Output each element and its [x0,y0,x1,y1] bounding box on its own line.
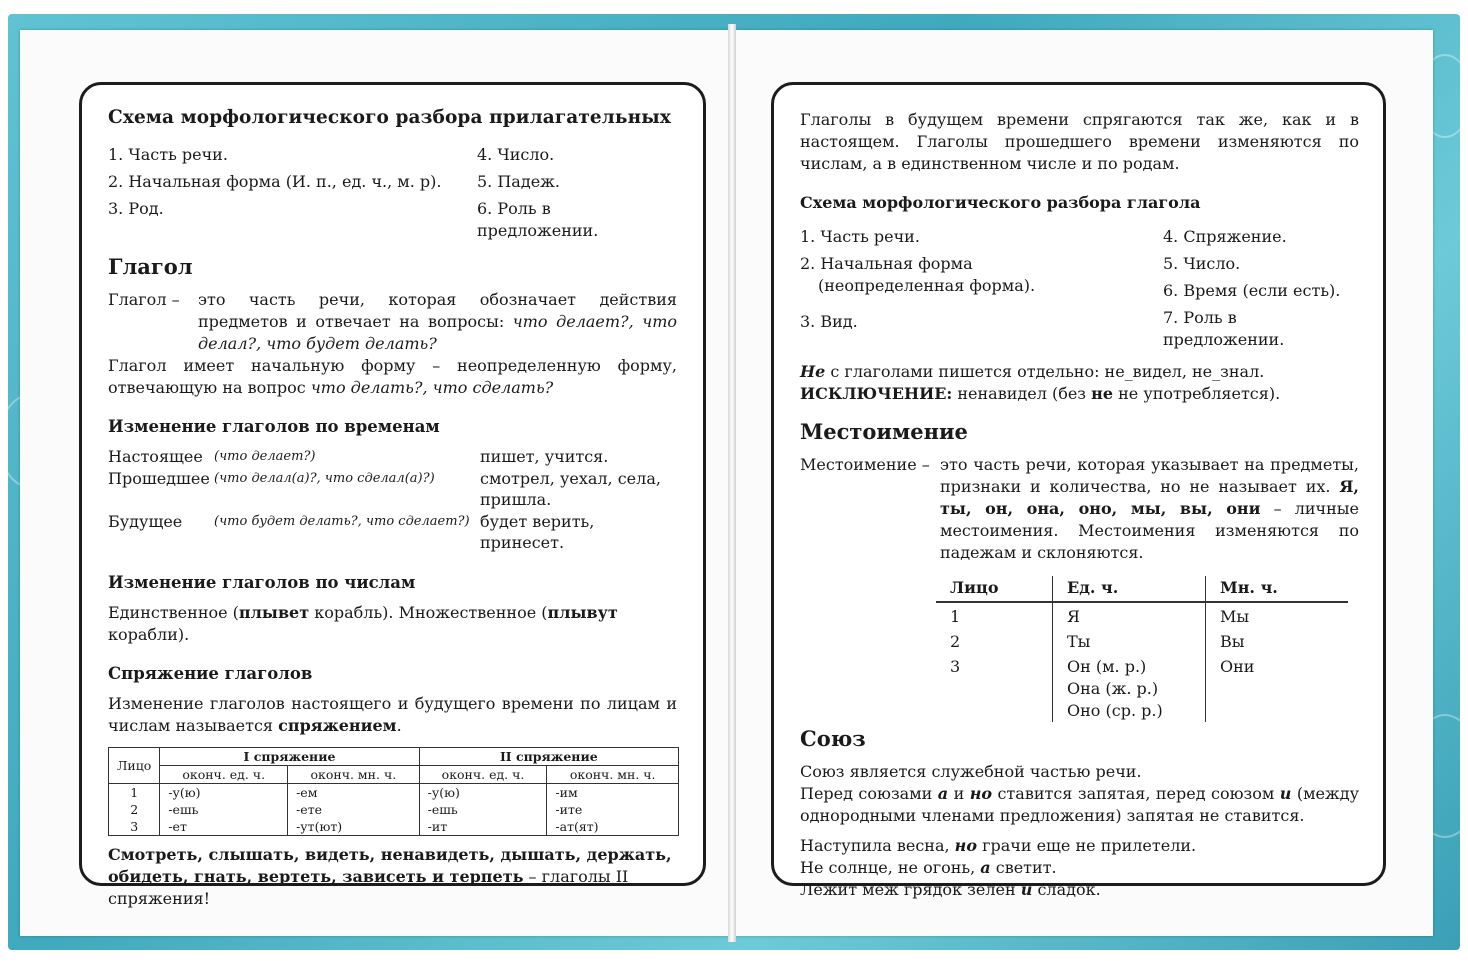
table-cell: 2 [950,632,961,651]
adjective-scheme-list [108,144,677,242]
list-item: (неопределенная форма). [818,276,1036,295]
list-item: 6. Роль в предложении. [477,199,599,240]
conjugation-table [108,747,679,836]
tense-heading: Изменение глаголов по временам [108,417,440,436]
tense-example: будет верить, принесет. [480,512,595,552]
table-cell: 3 [950,657,961,676]
conjugation-exceptions: Смотреть, слышать, видеть, ненавидеть, дышать, держать, обидеть, гнать, вертеть, зависеть и терпеть – глаголы II спряжения! [108,845,672,908]
col-person: Лицо [936,576,1053,602]
union-rule: Перед союзами а и но ставится запятая, перед союзом и (между однородными членами предложения) запятая не ставится. [800,784,1359,825]
tense-name: Настоящее [108,447,203,466]
verb-scheme-list [800,226,1359,351]
tense-question: (что делает?) [214,449,316,464]
conjugation-heading: Спряжение глаголов [108,664,313,683]
definition-term: Местоимение – [800,455,930,474]
union-example: Наступила весна, но грачи еще не прилетели. [800,836,1197,855]
union-example: Лежит меж грядок зелен и сладок. [800,880,1101,899]
table-cell: -ут(ют) [288,818,420,836]
table-cell: -им [547,784,679,802]
col-sub: оконч. мн. ч. [288,766,420,784]
table-cell: 1 [109,784,160,802]
definition-term: Глагол – [108,290,180,309]
table-cell: 3 [109,818,160,836]
table-cell: 2 [109,801,160,818]
definition-text: это часть речи, которая обозначает действия предметов и отвечает на вопросы: что делает?, что делал?, что будет делать? [198,290,678,353]
verb-initial-form: Глагол имеет начальную форму – неопределенную форму, отвечающую на вопрос что делать?, что сделать? [108,356,677,397]
tense-list [108,446,677,553]
definition-text: это часть речи, которая указывает на предметы, признаки и количества, но не называет их. Я, ты, он, она, оно, мы, вы, они – личные местоимения. Местоимения изменяются по падежам и склоняются. [940,455,1359,562]
table-cell: Ты [1053,628,1206,653]
table-cell: -ит [419,818,547,836]
right-content-panel [771,82,1386,899]
table-cell: -у(ю) [419,784,547,802]
pronoun-table [936,576,1348,722]
table-cell: -ет [160,818,288,836]
list-item: 2. Начальная форма [800,254,973,273]
col-plural: Мн. ч. [1206,576,1349,602]
col-person: Лицо [109,748,160,784]
list-item: 5. Падеж. [477,172,560,191]
table-cell: Он (м. р.) Она (ж. р.) Оно (ср. р.) [1053,653,1206,722]
list-item: 4. Спряжение. [1163,227,1287,246]
col-sub: оконч. ед. ч. [160,766,288,784]
list-item: 5. Число. [1163,254,1241,273]
list-item: 3. Вид. [800,312,858,331]
conjugation-text: Изменение глаголов настоящего и будущего времени по лицам и числам называется спряжением. [108,694,677,735]
book-spine [728,24,736,942]
list-item: 3. Род. [108,199,164,218]
list-item: 4. Число. [477,145,555,164]
tense-question: (что будет делать?, что сделает?) [214,514,470,529]
scheme-column-left [800,226,1163,351]
tense-example: пишет, учится. [480,447,609,466]
tense-name: Будущее [108,512,183,531]
table-row [936,653,1348,722]
table-cell: -ите [547,801,679,818]
verb-heading: Глагол [108,254,193,279]
table-cell: -ем [288,784,420,802]
adjective-scheme-title: Схема морфологического разбора прилагательных [108,107,671,128]
tense-name: Прошедшее [108,469,210,488]
table-cell: -ете [288,801,420,818]
table-cell: Я [1053,602,1206,628]
table-row [936,602,1348,628]
col-second-conjugation: II спряжение [419,748,678,766]
list-item: 1. Часть речи. [108,145,228,164]
union-text: Союз является служебной частью речи. [800,762,1142,781]
col-sub: оконч. мн. ч. [547,766,679,784]
number-heading: Изменение глаголов по числам [108,573,416,592]
table-cell: -ешь [419,801,547,818]
pronoun-definition [800,454,1359,564]
pronoun-heading: Местоимение [800,419,968,444]
union-example: Не солнце, не огонь, а светит. [800,858,1057,877]
scheme-column-right [1163,226,1359,351]
table-row [936,628,1348,653]
col-first-conjugation: I спряжение [160,748,419,766]
future-tense-text: Глаголы в будущем времени спрягаются так же, как и в настоящем. Глаголы прошедшего времени изменяются по числам, а в единственном числе и по родам. [800,110,1359,173]
ne-exception: ИСКЛЮЧЕНИЕ: ненавидел (без не не употребляется). [800,384,1281,403]
tense-question: (что делал(а)?, что сделал(а)?) [214,471,435,486]
table-cell: -у(ю) [160,784,288,802]
col-sub: оконч. ед. ч. [419,766,547,784]
list-item: 2. Начальная форма (И. п., ед. ч., м. р). [108,172,442,191]
table-row [109,784,679,802]
col-singular: Ед. ч. [1053,576,1206,602]
table-cell: -ат(ят) [547,818,679,836]
number-text: Единственное (плывет корабль). Множественное (плывут корабли). [108,603,618,644]
ne-rule: Не с глаголами пишется отдельно: не_видел, не_знал. [800,362,1265,381]
table-cell: Вы [1206,628,1349,653]
table-cell: -ешь [160,801,288,818]
table-row [109,801,679,818]
table-row [109,818,679,836]
verb-scheme-title: Схема морфологического разбора глагола [800,193,1201,212]
list-item: 7. Роль в предложении. [1163,308,1285,349]
table-cell: Они [1206,653,1349,722]
verb-definition [108,289,677,355]
list-item: 6. Время (если есть). [1163,281,1341,300]
tense-example: смотрел, уехал, села, пришла. [480,469,661,509]
table-cell: Мы [1206,602,1349,628]
left-content-panel [79,82,706,908]
union-heading: Союз [800,726,866,751]
list-item: 1. Часть речи. [800,227,920,246]
table-cell: 1 [950,607,961,626]
